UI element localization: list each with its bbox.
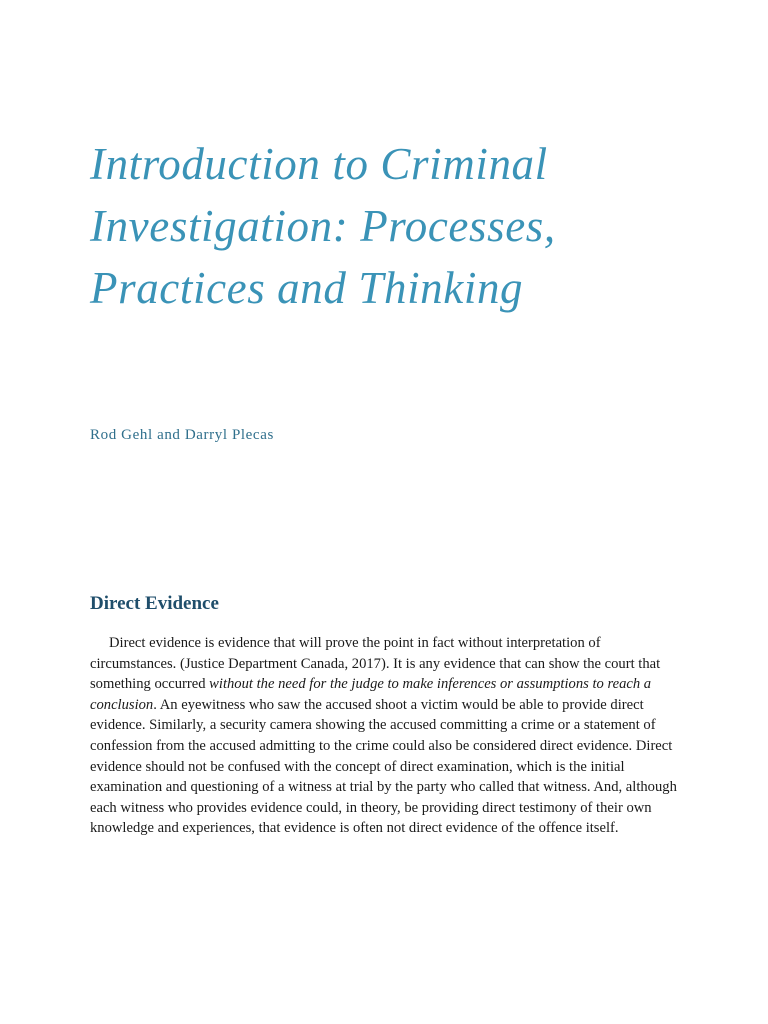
section-heading: Direct Evidence [90, 593, 219, 614]
paragraph-emphasis: without the need for the judge to make inferences or assumptions to reach a conclusion [90, 676, 652, 713]
paragraph-text-part-1: Direct evidence is evidence that will prove the point in fact without interpretation of circumstances. (Justice Department Canada, 2017). It is any evidence that can show the court that something occurred [90, 635, 661, 693]
document-title: Introduction to Criminal Investigation: Processes, Practices and Thinking [90, 139, 556, 313]
document-authors: Rod Gehl and Darryl Plecas [90, 427, 274, 443]
section-paragraph [90, 633, 682, 839]
paragraph-text-part-2: . An eyewitness who saw the accused shoot a victim would be able to provide direct evidence. Similarly, a security camera showing the accused committing a crime or a statement of confession from the accused admitting to the crime could also be considered direct evidence. Direct evidence should not be confused with the concept of direct examination, which is the initial examination and questioning of a witness at trial by the party who called that witness. And, although each witness who provides evidence could, in theory, be providing direct testimony of their own knowledge and experiences, that evidence is often not direct evidence of the offence itself. [90, 696, 677, 837]
